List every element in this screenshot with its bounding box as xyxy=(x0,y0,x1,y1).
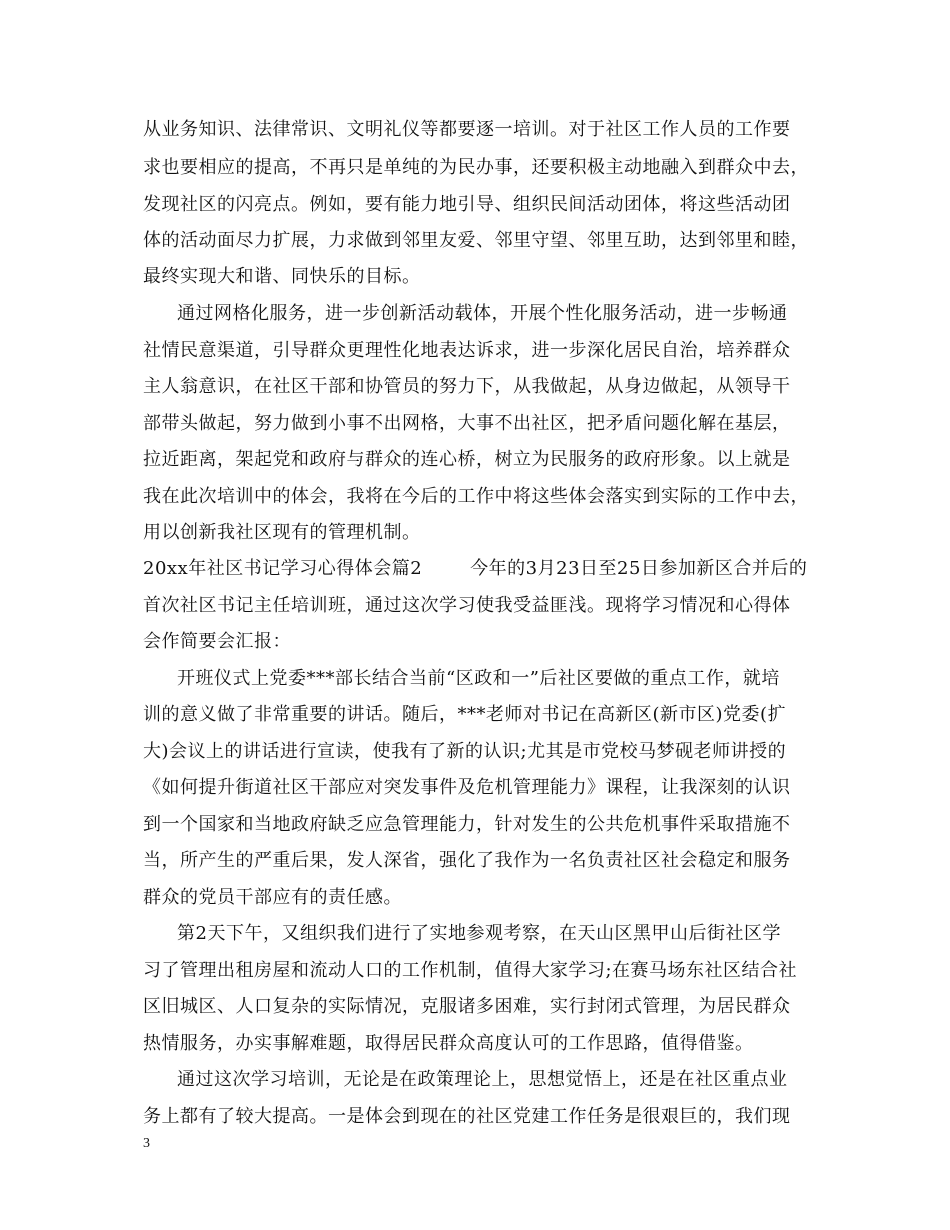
text-line: 今年的3月23日至25日参加新区合并后的 xyxy=(470,558,808,579)
text-line: 《如何提升街道社区干部应对突发事件及危机管理能力》课程，让我深刻的认识 xyxy=(143,777,791,798)
text-line: 习了管理出租房屋和流动人口的工作机制，值得大家学习;在赛马场东社区结合社 xyxy=(143,960,798,981)
text-line: 第2天下午，又组织我们进行了实地参观考察，在天山区黑甲山后街社区学 xyxy=(177,923,781,944)
text-line: 通过这次学习培训，无论是在政策理论上，思想觉悟上，还是在社区重点业 xyxy=(177,1069,788,1090)
text-line: 开班仪式上党委***部长结合当前“区政和一”后社区要做的重点工作，就培 xyxy=(177,668,780,689)
text-line: 用以创新我社区现有的管理机制。 xyxy=(143,522,421,543)
text-line: 会作简要会汇报： xyxy=(143,631,291,652)
text-line: 热情服务，办实事解难题，取得居民群众高度认可的工作思路，值得借鉴。 xyxy=(143,1033,754,1054)
page-number: 3 xyxy=(143,1136,150,1151)
section-heading-line xyxy=(143,557,823,581)
section-title: 20xx年社区书记学习心得体会篇2 xyxy=(143,558,423,579)
text-line: 务上都有了较大提高。一是体会到现在的社区党建工作任务是很艰巨的，我们现 xyxy=(143,1106,791,1127)
text-line: 区旧城区、人口复杂的实际情况，克服诸多困难，实行封闭式管理，为居民群众 xyxy=(143,996,791,1017)
text-line: 通过网格化服务，进一步创新活动载体，开展个性化服务活动，进一步畅通 xyxy=(177,303,788,324)
text-line: 训的意义做了非常重要的讲话。随后，***老师对书记在高新区(新市区)党委(扩 xyxy=(143,704,787,725)
text-line: 当，所产生的严重后果，发人深省，强化了我作为一名负责社区社会稳定和服务 xyxy=(143,850,791,871)
text-line: 大)会议上的讲话进行宣读，使我有了新的认识;尤其是市党校马梦砚老师讲授的 xyxy=(143,741,787,762)
text-line: 拉近距离，架起党和政府与群众的连心桥，树立为民服务的政府形象。以上就是 xyxy=(143,449,791,470)
text-line: 我在此次培训中的体会，我将在今后的工作中将这些体会落实到实际的工作中去， xyxy=(143,486,809,507)
text-line: 最终实现大和谐、同快乐的目标。 xyxy=(143,266,421,287)
text-line: 发现社区的闪亮点。例如，要有能力地引导、组织民间活动团体，将这些活动团 xyxy=(143,194,791,215)
text-line: 群众的党员干部应有的责任感。 xyxy=(143,887,402,908)
text-line: 从业务知识、法律常识、文明礼仪等都要逐一培训。对于社区工作人员的工作要 xyxy=(143,119,791,140)
text-line: 首次社区书记主任培训班，通过这次学习使我受益匪浅。现将学习情况和心得体 xyxy=(143,595,791,616)
text-line: 部带头做起，努力做到小事不出网格，大事不出社区，把矛盾问题化解在基层， xyxy=(143,413,791,434)
text-line: 体的活动面尽力扩展，力求做到邻里友爱、邻里守望、邻里互助，达到邻里和睦， xyxy=(143,230,809,251)
text-line: 到一个国家和当地政府缺乏应急管理能力，针对发生的公共危机事件采取措施不 xyxy=(143,814,791,835)
text-line: 主人翁意识，在社区干部和协管员的努力下，从我做起，从身边做起，从领导干 xyxy=(143,376,791,397)
text-line: 社情民意渠道，引导群众更理性化地表达诉求，进一步深化居民自治，培养群众 xyxy=(143,340,791,361)
text-line: 求也要相应的提高，不再只是单纯的为民办事，还要积极主动地融入到群众中去， xyxy=(143,157,809,178)
